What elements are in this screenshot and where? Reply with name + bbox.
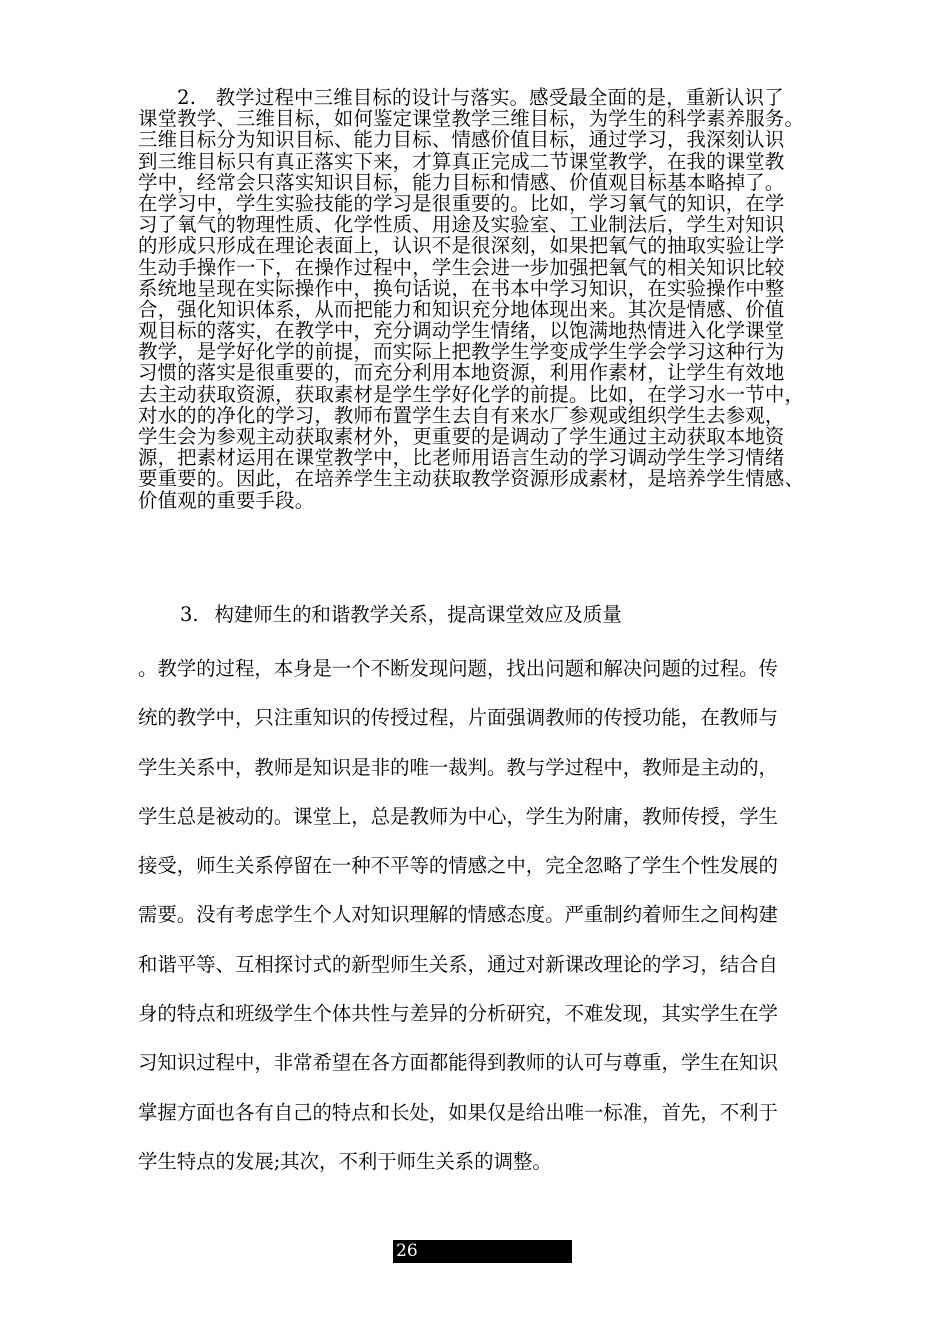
paragraph-line: 系统地呈现在实际操作中，换句话说，在书本中学习知识，在实验操作中整 [138,276,785,300]
paragraph-line: 要重要的。因此，在培养学生主动获取教学资源形成素材，是培养学生情感、 [138,467,805,491]
paragraph-line: 掌握方面也各有自己的特点和长处，如果仅是给出唯一标准，首先，不利于 [138,1100,778,1124]
paragraph-line: 习了氧气的物理性质、化学性质、用途及实验室、工业制法后，学生对知识 [138,213,785,237]
paragraph-line: 到三维目标只有真正落实下来，才算真正完成二节课堂教学，在我的课堂教 [138,149,785,173]
paragraph-line: 和谐平等、互相探讨式的新型师生关系，通过对新课改理论的学习，结合自 [138,952,778,976]
section-title: 构建师生的和谐教学关系，提高课堂效应及质量 [214,603,622,626]
paragraph-line: 学生总是被动的。课堂上，总是教师为中心，学生为附庸，教师传授，学生 [138,804,778,828]
paragraph-line: 的形成只形成在理论表面上，认识不是很深刻，如果把氧气的抽取实验让学 [138,234,785,258]
paragraph-line: 课堂教学、三维目标，如何鉴定课堂教学三维目标，为学生的科学素养服务。 [138,107,805,131]
paragraph-line: 统的教学中，只注重知识的传授过程，片面强调教师的传授功能，在教师与 [138,706,778,730]
paragraph-line: 习知识过程中，非常希望在各方面都能得到教师的认可与尊重，学生在知识 [138,1051,778,1075]
section-3-paragraph [138,658,828,1200]
section-2-paragraph [138,87,828,511]
paragraph-line: 对水的的净化的学习，教师布置学生去自有来水厂参观或组织学生去参观， [138,403,785,427]
paragraph-line: 。教学的过程，本身是一个不断发现问题，找出问题和解决问题的过程。传 [138,657,778,680]
paragraph-line: 需要。没有考虑学生个人对知识理解的情感态度。严重制约着师生之间构建 [138,903,778,927]
paragraph-line: 三维目标分为知识目标、能力目标、情感价值目标，通过学习，我深刻认识 [138,128,785,152]
section-number: 3. [180,603,199,626]
paragraph-line: 源，把素材运用在课堂教学中，比老师用语言生动的学习调动学生学习情绪 [138,446,785,470]
paragraph-line: 学中，经常会只落实知识目标，能力目标和情感、价值观目标基本略掉了。 [138,170,785,194]
paragraph-line: 去主动获取资源，获取素材是学生学好化学的前提。比如，在学习水一节中， [138,382,805,406]
paragraph-line: 习惯的落实是很重要的，而充分利用本地资源，利用作素材，让学生有效地 [138,361,785,385]
paragraph-line: 在学习中，学生实验技能的学习是很重要的。比如，学习氧气的知识，在学 [138,191,785,215]
paragraph-line: 生动手操作一下，在操作过程中，学生会进一步加强把氧气的相关知识比较 [138,255,785,279]
page-number: 26 [393,1240,572,1263]
paragraph-line: 观目标的落实，在教学中，充分调动学生情绪，以饱满地热情进入化学课堂 [138,319,785,343]
paragraph-line: 教学，是学好化学的前提，而实际上把教学生学变成学生学会学习这种行为 [138,340,785,364]
paragraph-line: 学生特点的发展;其次，不利于师生关系的调整。 [138,1149,552,1173]
paragraph-line: 2. 教学过程中三维目标的设计与落实。感受最全面的是，重新认识了 [138,86,784,109]
paragraph-line: 合，强化知识体系，从而把能力和知识充分地体现出来。其次是情感、价值 [138,297,785,321]
paragraph-line: 价值观的重要手段。 [138,488,315,512]
section-3-heading [180,603,622,627]
paragraph-line: 学生会为参观主动获取素材外，更重要的是调动了学生通过主动获取本地资 [138,425,785,448]
paragraph-line: 接受，师生关系停留在一种不平等的情感之中，完全忽略了学生个性发展的 [138,854,778,878]
paragraph-line: 身的特点和班级学生个体共性与差异的分析研究，不难发现，其实学生在学 [138,1002,778,1026]
paragraph-line: 学生关系中，教师是知识是非的唯一裁判。教与学过程中，教师是主动的， [138,755,778,779]
